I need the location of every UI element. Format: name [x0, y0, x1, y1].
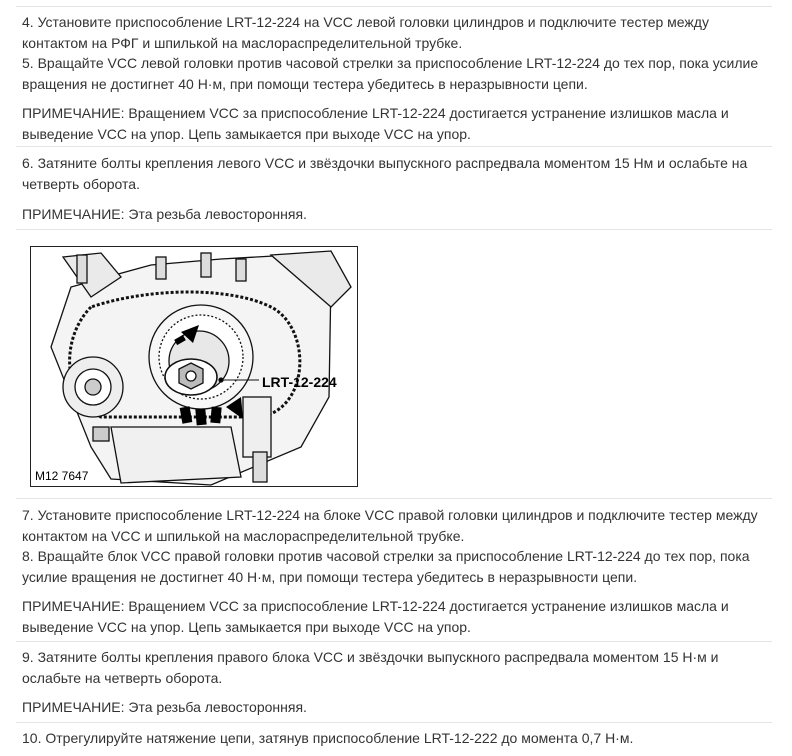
step-9-text: 9. Затяните болты крепления правого блока VCC и звёздочки выпускного распредвала моментом 15 Н·м и ослабьте на четверть оборота. — [22, 649, 719, 686]
step-6-text: 6. Затяните болты крепления левого VCC и звёздочки выпускного распредвала моментом 15 Нм и ослабьте на четверть оборота. — [22, 155, 748, 192]
note-1-text: ПРИМЕЧАНИЕ: Вращением VCC за приспособление LRT-12-224 достигается устранение излишков масла и выведение VCC на упор. Цепь замыкается при выходе VCC на упор. — [22, 105, 729, 142]
step-7-text: 7. Установите приспособление LRT-12-224 на блоке VCC правой головки цилиндров и подключите тестер между контактом на VCC и шпилькой на маслораспределительной трубке. — [22, 507, 758, 544]
separator — [16, 146, 772, 147]
step-7-8-paragraph — [22, 505, 772, 587]
step-4-text: 4. Установите приспособление LRT-12-224 на VCC левой головки цилиндров и подключите тестер между контактом на РФГ и шпилькой на маслораспределительной трубке. — [22, 14, 709, 51]
tool-callout-label: LRT-12-224 — [262, 374, 337, 390]
figure-id-label: M12 7647 — [35, 469, 89, 483]
step-4-5-paragraph — [22, 12, 772, 94]
technical-illustration — [30, 246, 358, 487]
separator — [16, 722, 772, 723]
separator — [16, 229, 772, 230]
step-8-text: 8. Вращайте блок VCC правой головки против часовой стрелки за приспособление LRT-12-224 до тех пор, пока усилие вращения не достигнет 40 Н·м, при помощи тестера убедитесь в неразрывности цепи. — [22, 548, 750, 585]
separator — [16, 641, 772, 642]
step-5-text: 5. Вращайте VCC левой головки против часовой стрелки за приспособление LRT-12-224 до тех пор, пока усилие вращения не достигнет 40 Н·м, при помощи тестера убедитесь в неразрывности цепи. — [22, 55, 759, 92]
note-3-text: ПРИМЕЧАНИЕ: Вращением VCC за приспособление LRT-12-224 достигается устранение излишков масла и выведение VCC на упор. Цепь замыкается при выходе VCC на упор. — [22, 598, 729, 635]
note-4-text: ПРИМЕЧАНИЕ: Эта резьба левосторонняя. — [22, 699, 307, 715]
step-10-text: 10. Отрегулируйте натяжение цепи, затянув приспособление LRT-12-222 до момента 0,7 Н·м. — [22, 730, 634, 746]
separator — [16, 6, 772, 7]
note-2-text: ПРИМЕЧАНИЕ: Эта резьба левосторонняя. — [22, 206, 307, 222]
engine-drawing — [31, 247, 358, 487]
separator — [16, 498, 772, 499]
